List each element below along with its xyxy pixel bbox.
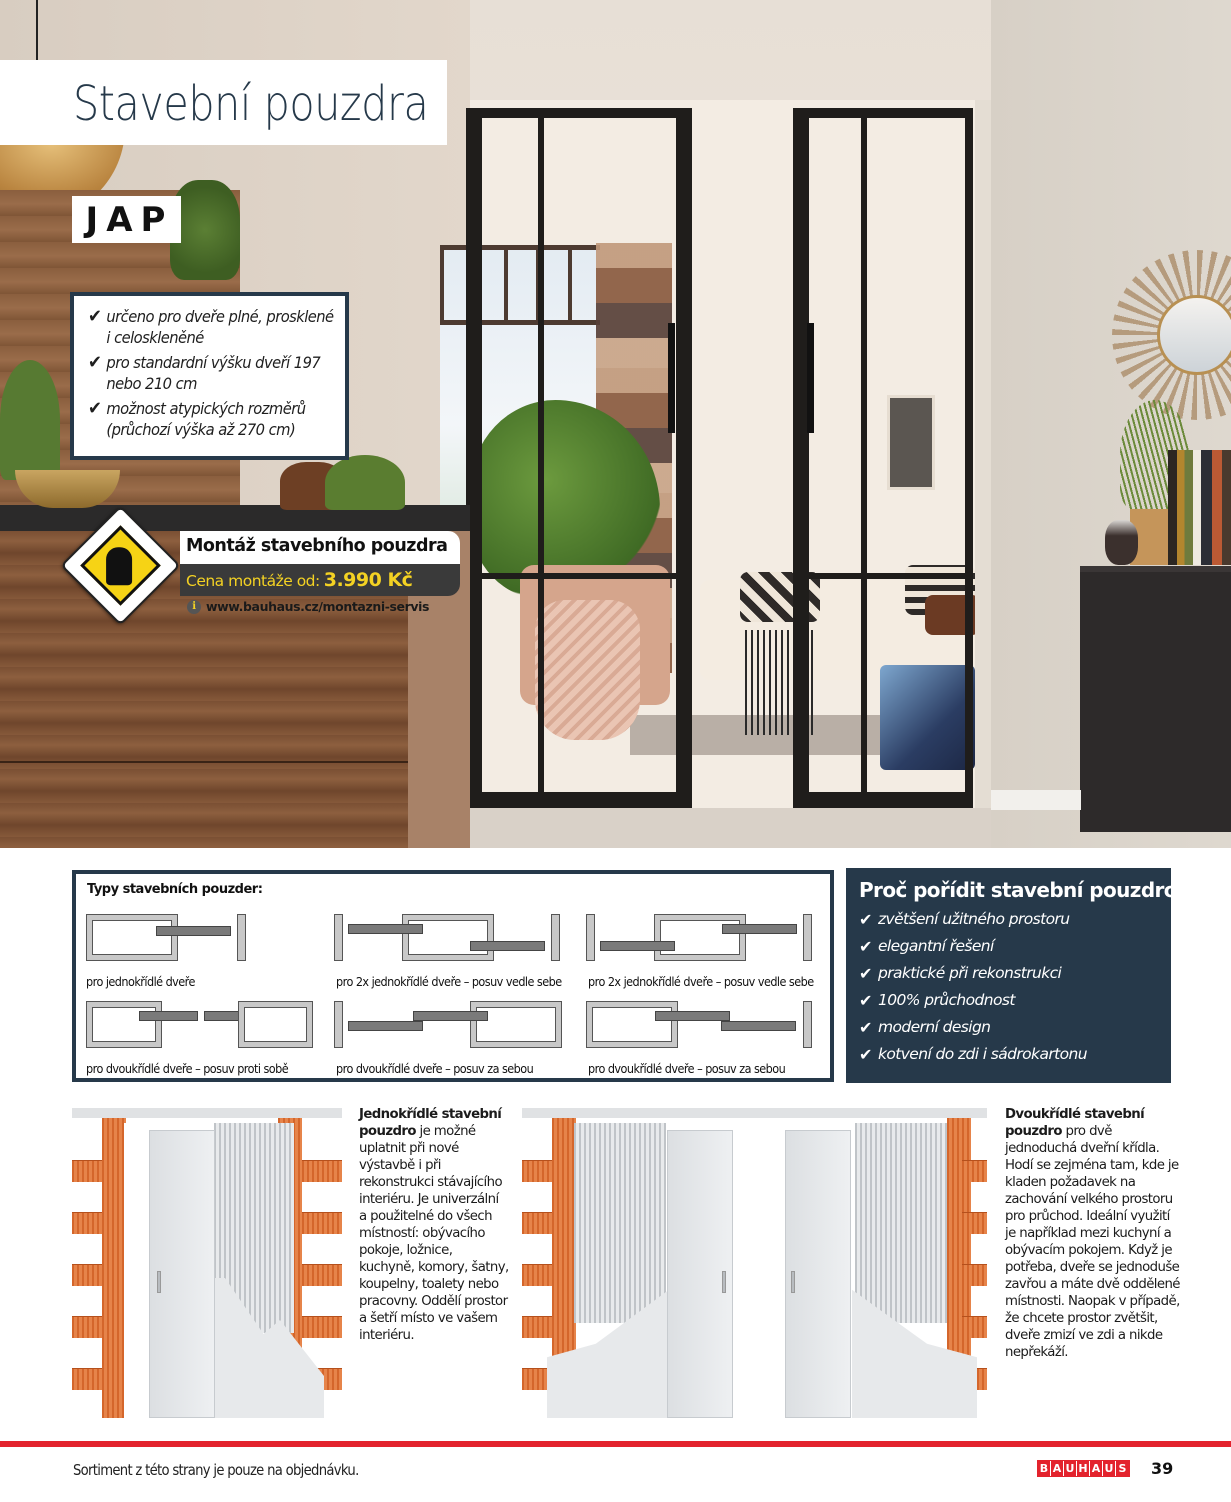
pocket-type-label: pro dvoukřídlé dveře – posuv za sebou bbox=[336, 1061, 534, 1076]
double-pocket-description bbox=[1005, 1106, 1180, 1361]
brick bbox=[962, 1160, 987, 1182]
pocket-types-box bbox=[72, 870, 834, 1082]
lintel bbox=[72, 1108, 342, 1118]
feature-text: pro standardní výšku dveří 197 nebo 210 cm bbox=[106, 353, 321, 393]
feature-item bbox=[88, 398, 335, 440]
price-value: 3.990 Kč bbox=[323, 569, 413, 591]
photo-baseboard bbox=[991, 790, 1081, 810]
installation-title: Montáž stavebního pouzdra bbox=[180, 531, 460, 564]
pocket-type-label: pro dvoukřídlé dveře – posuv proti sobě bbox=[86, 1061, 289, 1076]
door-rail bbox=[809, 573, 965, 579]
pocket-frame-shape bbox=[402, 914, 494, 961]
door-jamb-shape bbox=[551, 914, 560, 961]
door-jamb-shape bbox=[803, 914, 812, 961]
photo-books bbox=[1168, 450, 1231, 565]
photo-plant bbox=[0, 360, 60, 480]
benefit-text: praktické při rekonstrukci bbox=[878, 964, 1062, 982]
logo-letter: S bbox=[1118, 1462, 1127, 1475]
pocket-type-diagram bbox=[76, 912, 326, 1002]
photo-mirror-glass bbox=[1157, 295, 1231, 375]
sliding-door-leaf bbox=[149, 1130, 215, 1418]
door-panel-shape bbox=[722, 924, 797, 934]
single-pocket-text: je možné uplatnit při nové výstavbě i při rekonstrukci stávajícího interiéru. Je univerzální a použitelné do všech místností: obývacího pokoje, ložnice, kuchyně, komory, šatny, koupelny, toalety nebo pracovny. Oddělí prostor a šetří místo ve vašem interiéru. bbox=[359, 1124, 509, 1343]
checkmark-icon: ✔ bbox=[88, 398, 102, 419]
benefit-text: 100% průchodnost bbox=[878, 991, 1015, 1009]
brick bbox=[302, 1212, 342, 1234]
photo-sliding-door-right bbox=[793, 108, 973, 808]
brick bbox=[72, 1264, 102, 1286]
checkmark-icon: ✔ bbox=[859, 991, 872, 1010]
checkmark-icon: ✔ bbox=[88, 306, 102, 327]
installation-price-row bbox=[180, 564, 460, 596]
logo-letter: H bbox=[1077, 1461, 1090, 1476]
door-panel-shape bbox=[470, 941, 545, 951]
pocket-type-diagram bbox=[326, 999, 576, 1089]
brick bbox=[962, 1316, 987, 1338]
door-panel-shape bbox=[156, 926, 231, 936]
pocket-frame-shape bbox=[470, 1001, 562, 1048]
logo-letter: U bbox=[1064, 1461, 1077, 1476]
brick-wall bbox=[102, 1118, 126, 1418]
sliding-door-leaf bbox=[785, 1130, 851, 1418]
photo-plant bbox=[325, 455, 405, 510]
pocket-frame-shape bbox=[586, 1001, 678, 1048]
installation-url[interactable]: www.bauhaus.cz/montazni-servis bbox=[206, 599, 430, 614]
benefit-text: zvětšení užitného prostoru bbox=[878, 910, 1070, 928]
benefit-item bbox=[859, 1041, 1171, 1068]
why-title: Proč pořídit stavební pouzdro? bbox=[859, 878, 1188, 902]
door-jamb-shape bbox=[803, 1001, 812, 1048]
pocket-type-label: pro 2x jednokřídlé dveře – posuv vedle sebe bbox=[588, 974, 814, 989]
pocket-frame-shape bbox=[654, 914, 746, 961]
page-title: Stavební pouzdra bbox=[73, 76, 429, 132]
logo-letter: A bbox=[1090, 1461, 1103, 1476]
single-pocket-description bbox=[359, 1106, 509, 1344]
page-number: 39 bbox=[1151, 1459, 1174, 1478]
sliding-door-leaf bbox=[667, 1130, 733, 1418]
door-jamb-shape bbox=[586, 914, 595, 961]
double-pocket-illustration bbox=[522, 1108, 987, 1418]
installation-offer bbox=[180, 531, 460, 596]
checkmark-icon: ✔ bbox=[859, 1018, 872, 1037]
benefit-item bbox=[859, 987, 1171, 1014]
door-panel-shape bbox=[655, 1011, 730, 1021]
photo-door-trim bbox=[975, 100, 991, 808]
door-mullion bbox=[861, 118, 867, 792]
door-jamb-shape bbox=[334, 914, 343, 961]
feature-item bbox=[88, 306, 335, 348]
footer-note: Sortiment z této strany je pouze na objednávku. bbox=[73, 1461, 359, 1479]
feature-list-box bbox=[70, 292, 349, 460]
benefit-item bbox=[859, 906, 1171, 933]
door-jamb-shape bbox=[334, 1001, 343, 1048]
door-panel-shape bbox=[413, 1011, 488, 1021]
brick bbox=[302, 1316, 342, 1338]
door-jamb-shape bbox=[237, 914, 246, 961]
worker-icon bbox=[106, 547, 132, 585]
single-pocket-title: Jednokřídlé stavební pouzdro bbox=[359, 1107, 502, 1139]
door-handle bbox=[668, 323, 675, 433]
price-label: Cena montáže od: bbox=[186, 572, 320, 590]
brick bbox=[522, 1264, 552, 1286]
bauhaus-logo bbox=[1037, 1460, 1130, 1477]
pocket-type-label: pro 2x jednokřídlé dveře – posuv vedle sebe bbox=[336, 974, 562, 989]
door-panel-shape bbox=[600, 941, 675, 951]
single-pocket-illustration bbox=[72, 1108, 342, 1418]
feature-text: možnost atypických rozměrů (průchozí výška až 270 cm) bbox=[106, 399, 306, 439]
pocket-type-diagram bbox=[76, 999, 326, 1089]
door-pull bbox=[791, 1271, 795, 1293]
door-panel-shape bbox=[348, 1021, 423, 1031]
checkmark-icon: ✔ bbox=[859, 964, 872, 983]
why-pocket-box bbox=[846, 868, 1188, 1083]
door-pull bbox=[722, 1271, 726, 1293]
pocket-steel-frame bbox=[855, 1123, 947, 1323]
brick bbox=[72, 1160, 102, 1182]
door-panel-shape bbox=[721, 1021, 796, 1031]
brick bbox=[522, 1316, 552, 1338]
info-icon: i bbox=[187, 600, 201, 614]
pocket-type-label: pro jednokřídlé dveře bbox=[86, 974, 195, 989]
pocket-types-title: Typy stavebních pouzder: bbox=[87, 882, 263, 897]
brick bbox=[302, 1160, 342, 1182]
benefit-item bbox=[859, 1014, 1171, 1041]
door-rail bbox=[482, 573, 676, 579]
jap-brand-logo bbox=[72, 196, 181, 243]
photo-sliding-door-left bbox=[466, 108, 692, 808]
checkmark-icon: ✔ bbox=[859, 1045, 872, 1064]
brick bbox=[72, 1212, 102, 1234]
door-pull bbox=[157, 1271, 161, 1293]
jap-logo-text: JAP bbox=[85, 199, 174, 240]
badge-yellow-field bbox=[80, 525, 161, 606]
logo-letter: A bbox=[1051, 1461, 1064, 1476]
brick bbox=[72, 1316, 102, 1338]
checkmark-icon: ✔ bbox=[859, 937, 872, 956]
double-pocket-text: pro dvě jednoduchá dveřní křídla. Hodí se zejména tam, kde je kladen požadavek na zachování velkého prostoru pro průchod. Ideální využití je například mezi kuchyní a obývacím pokojem. Když je potřeba, dveře se jednoduše zavřou a máte dvě oddělené místnosti. Naopak v případě, že chcete prostor zvětšit, dveře zmizí ve zdi a nikde nepřekáží. bbox=[1005, 1124, 1180, 1360]
pocket-frame-shape bbox=[238, 1001, 313, 1048]
logo-letter: B bbox=[1038, 1461, 1051, 1476]
double-pocket-title: Dvoukřídlé stavební pouzdro bbox=[1005, 1107, 1145, 1139]
checkmark-icon: ✔ bbox=[859, 910, 872, 929]
benefit-text: elegantní řešení bbox=[878, 937, 994, 955]
benefit-item bbox=[859, 933, 1171, 960]
brick bbox=[962, 1212, 987, 1234]
door-mullion bbox=[538, 118, 544, 792]
pocket-type-diagram bbox=[578, 912, 828, 1002]
brick bbox=[72, 1368, 102, 1390]
pocket-frame-shape bbox=[86, 1001, 162, 1048]
pocket-type-diagram bbox=[578, 999, 828, 1089]
door-panel-shape bbox=[139, 1011, 198, 1021]
brick bbox=[522, 1212, 552, 1234]
door-handle bbox=[807, 323, 814, 433]
benefit-text: moderní design bbox=[878, 1018, 991, 1036]
photo-sideboard bbox=[1080, 572, 1231, 832]
drawer-line bbox=[0, 761, 408, 763]
benefit-item bbox=[859, 960, 1171, 987]
logo-letter: U bbox=[1103, 1461, 1116, 1476]
feature-item bbox=[88, 352, 335, 394]
brick bbox=[962, 1264, 987, 1286]
benefit-text: kotvení do zdi i sádrokartonu bbox=[878, 1045, 1087, 1063]
checkmark-icon: ✔ bbox=[88, 352, 102, 373]
installation-link[interactable] bbox=[187, 599, 429, 614]
pocket-type-diagram bbox=[326, 912, 576, 1002]
pocket-frame-shape bbox=[86, 914, 178, 961]
lintel bbox=[522, 1108, 987, 1118]
feature-text: určeno pro dveře plné, prosklené i celoskleněné bbox=[106, 307, 334, 347]
pocket-steel-frame bbox=[574, 1123, 666, 1323]
brick bbox=[522, 1160, 552, 1182]
door-panel-shape bbox=[348, 924, 423, 934]
photo-vase bbox=[1105, 520, 1138, 565]
brick bbox=[302, 1264, 342, 1286]
footer-red-bar bbox=[0, 1441, 1231, 1447]
pocket-type-label: pro dvoukřídlé dveře – posuv za sebou bbox=[588, 1061, 786, 1076]
